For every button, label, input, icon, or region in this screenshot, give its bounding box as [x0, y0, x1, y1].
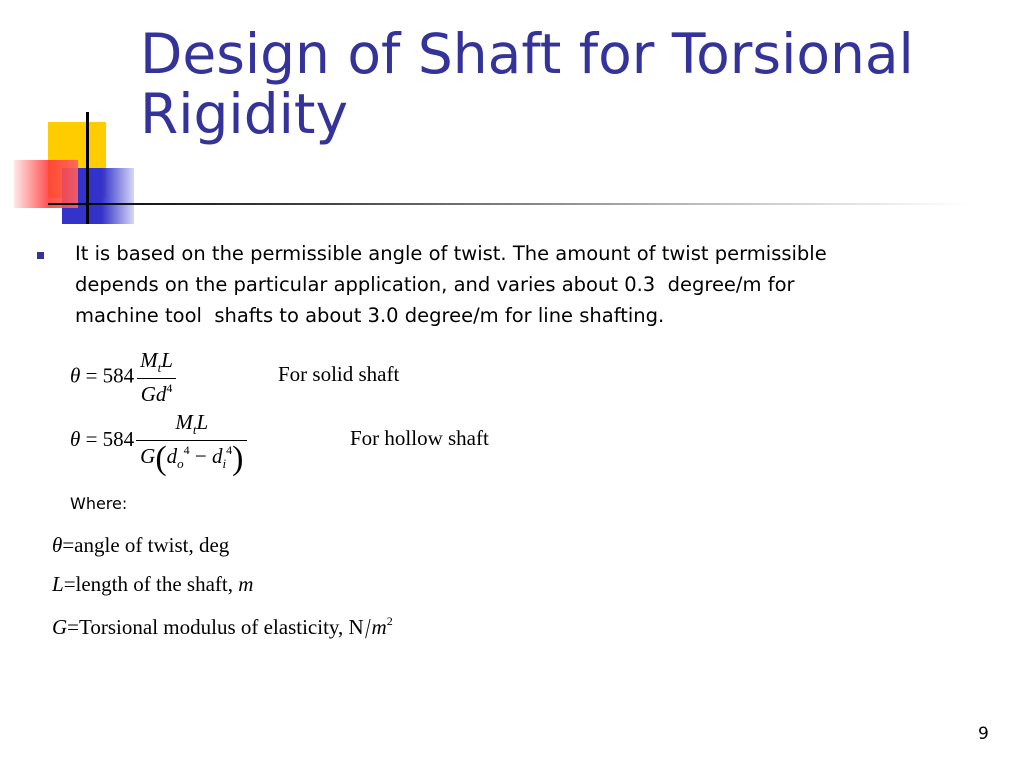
page-number: 9 [978, 724, 989, 744]
eq-hollow-d-inner: d [212, 444, 223, 468]
bullet-line-1: It is based on the permissible angle of twist. The amount of twist permissible [75, 242, 827, 265]
def-L-text: length of the shaft, [75, 572, 239, 596]
eq-solid-M: M [140, 348, 158, 372]
eq-hollow-theta: θ [70, 426, 81, 451]
definition-theta [52, 533, 229, 558]
eq-hollow-equals: = [85, 426, 98, 451]
eq-hollow-G: G [140, 444, 156, 468]
eq-hollow-M: M [175, 410, 193, 434]
eq-solid-coef: 584 [102, 363, 135, 388]
eq-hollow-o-sub: o [177, 456, 184, 471]
decor-vertical-line [86, 112, 89, 224]
where-label: Where: [70, 494, 128, 513]
eq-solid-L: L [161, 348, 173, 372]
slide-title [140, 24, 1010, 144]
eq-solid-theta: θ [70, 363, 81, 388]
equation-solid-shaft [70, 348, 177, 407]
eq-solid-fraction [136, 348, 177, 407]
def-G-slash: / [364, 614, 371, 645]
eq-hollow-inner-exp: 4 [226, 443, 233, 457]
eq-hollow-fraction [136, 410, 247, 477]
slide-title-line-2: Rigidity [140, 82, 348, 146]
bullet-square-icon [37, 252, 44, 259]
def-G-unit-exp: 2 [386, 614, 393, 628]
def-theta-text: angle of twist, deg [74, 533, 230, 557]
def-theta-equals: = [62, 533, 75, 557]
def-G-unit: m [371, 615, 387, 639]
label-hollow-shaft: For hollow shaft [350, 426, 489, 450]
def-G-text: Torsional modulus of elasticity, N [79, 615, 364, 639]
equation-hollow-shaft [70, 410, 247, 477]
eq-hollow-d-outer: d [166, 444, 178, 468]
eq-solid-denominator [137, 378, 177, 407]
title-divider-line [48, 203, 968, 205]
eq-hollow-close-paren: ) [232, 440, 244, 477]
def-G-symbol: G [52, 615, 68, 639]
eq-hollow-i-sub: i [222, 456, 227, 471]
bullet-paragraph [75, 238, 975, 331]
definition-modulus [52, 614, 393, 646]
eq-solid-exp: 4 [166, 381, 173, 395]
eq-hollow-coef: 584 [102, 426, 135, 451]
eq-solid-t-sub: t [157, 360, 162, 375]
bullet-line-3: machine tool shafts to about 3.0 degree/m for line shafting. [75, 304, 665, 327]
label-solid-shaft: For solid shaft [278, 362, 400, 386]
def-L-equals: = [63, 572, 76, 596]
eq-solid-G: G [140, 382, 156, 406]
definition-length [52, 572, 253, 597]
eq-hollow-t-sub: t [192, 422, 197, 437]
def-G-equals: = [67, 615, 80, 639]
eq-hollow-minus: − [194, 444, 207, 468]
def-theta-symbol: θ [52, 533, 63, 557]
eq-solid-equals: = [85, 363, 98, 388]
eq-hollow-outer-exp: 4 [183, 443, 190, 457]
slide-title-line-1: Design of Shaft for Torsional [140, 22, 914, 86]
eq-hollow-denominator [136, 440, 247, 477]
eq-hollow-L: L [196, 410, 209, 434]
def-L-symbol: L [52, 572, 64, 596]
eq-solid-numerator [136, 348, 177, 378]
decor-red-square [14, 160, 78, 208]
eq-hollow-numerator [171, 410, 212, 440]
eq-hollow-open-paren: ( [155, 440, 167, 477]
bullet-line-2: depends on the particular application, and varies about 0.3 degree/m for [75, 273, 795, 296]
eq-solid-d: d [155, 382, 167, 406]
def-L-unit: m [238, 572, 254, 596]
